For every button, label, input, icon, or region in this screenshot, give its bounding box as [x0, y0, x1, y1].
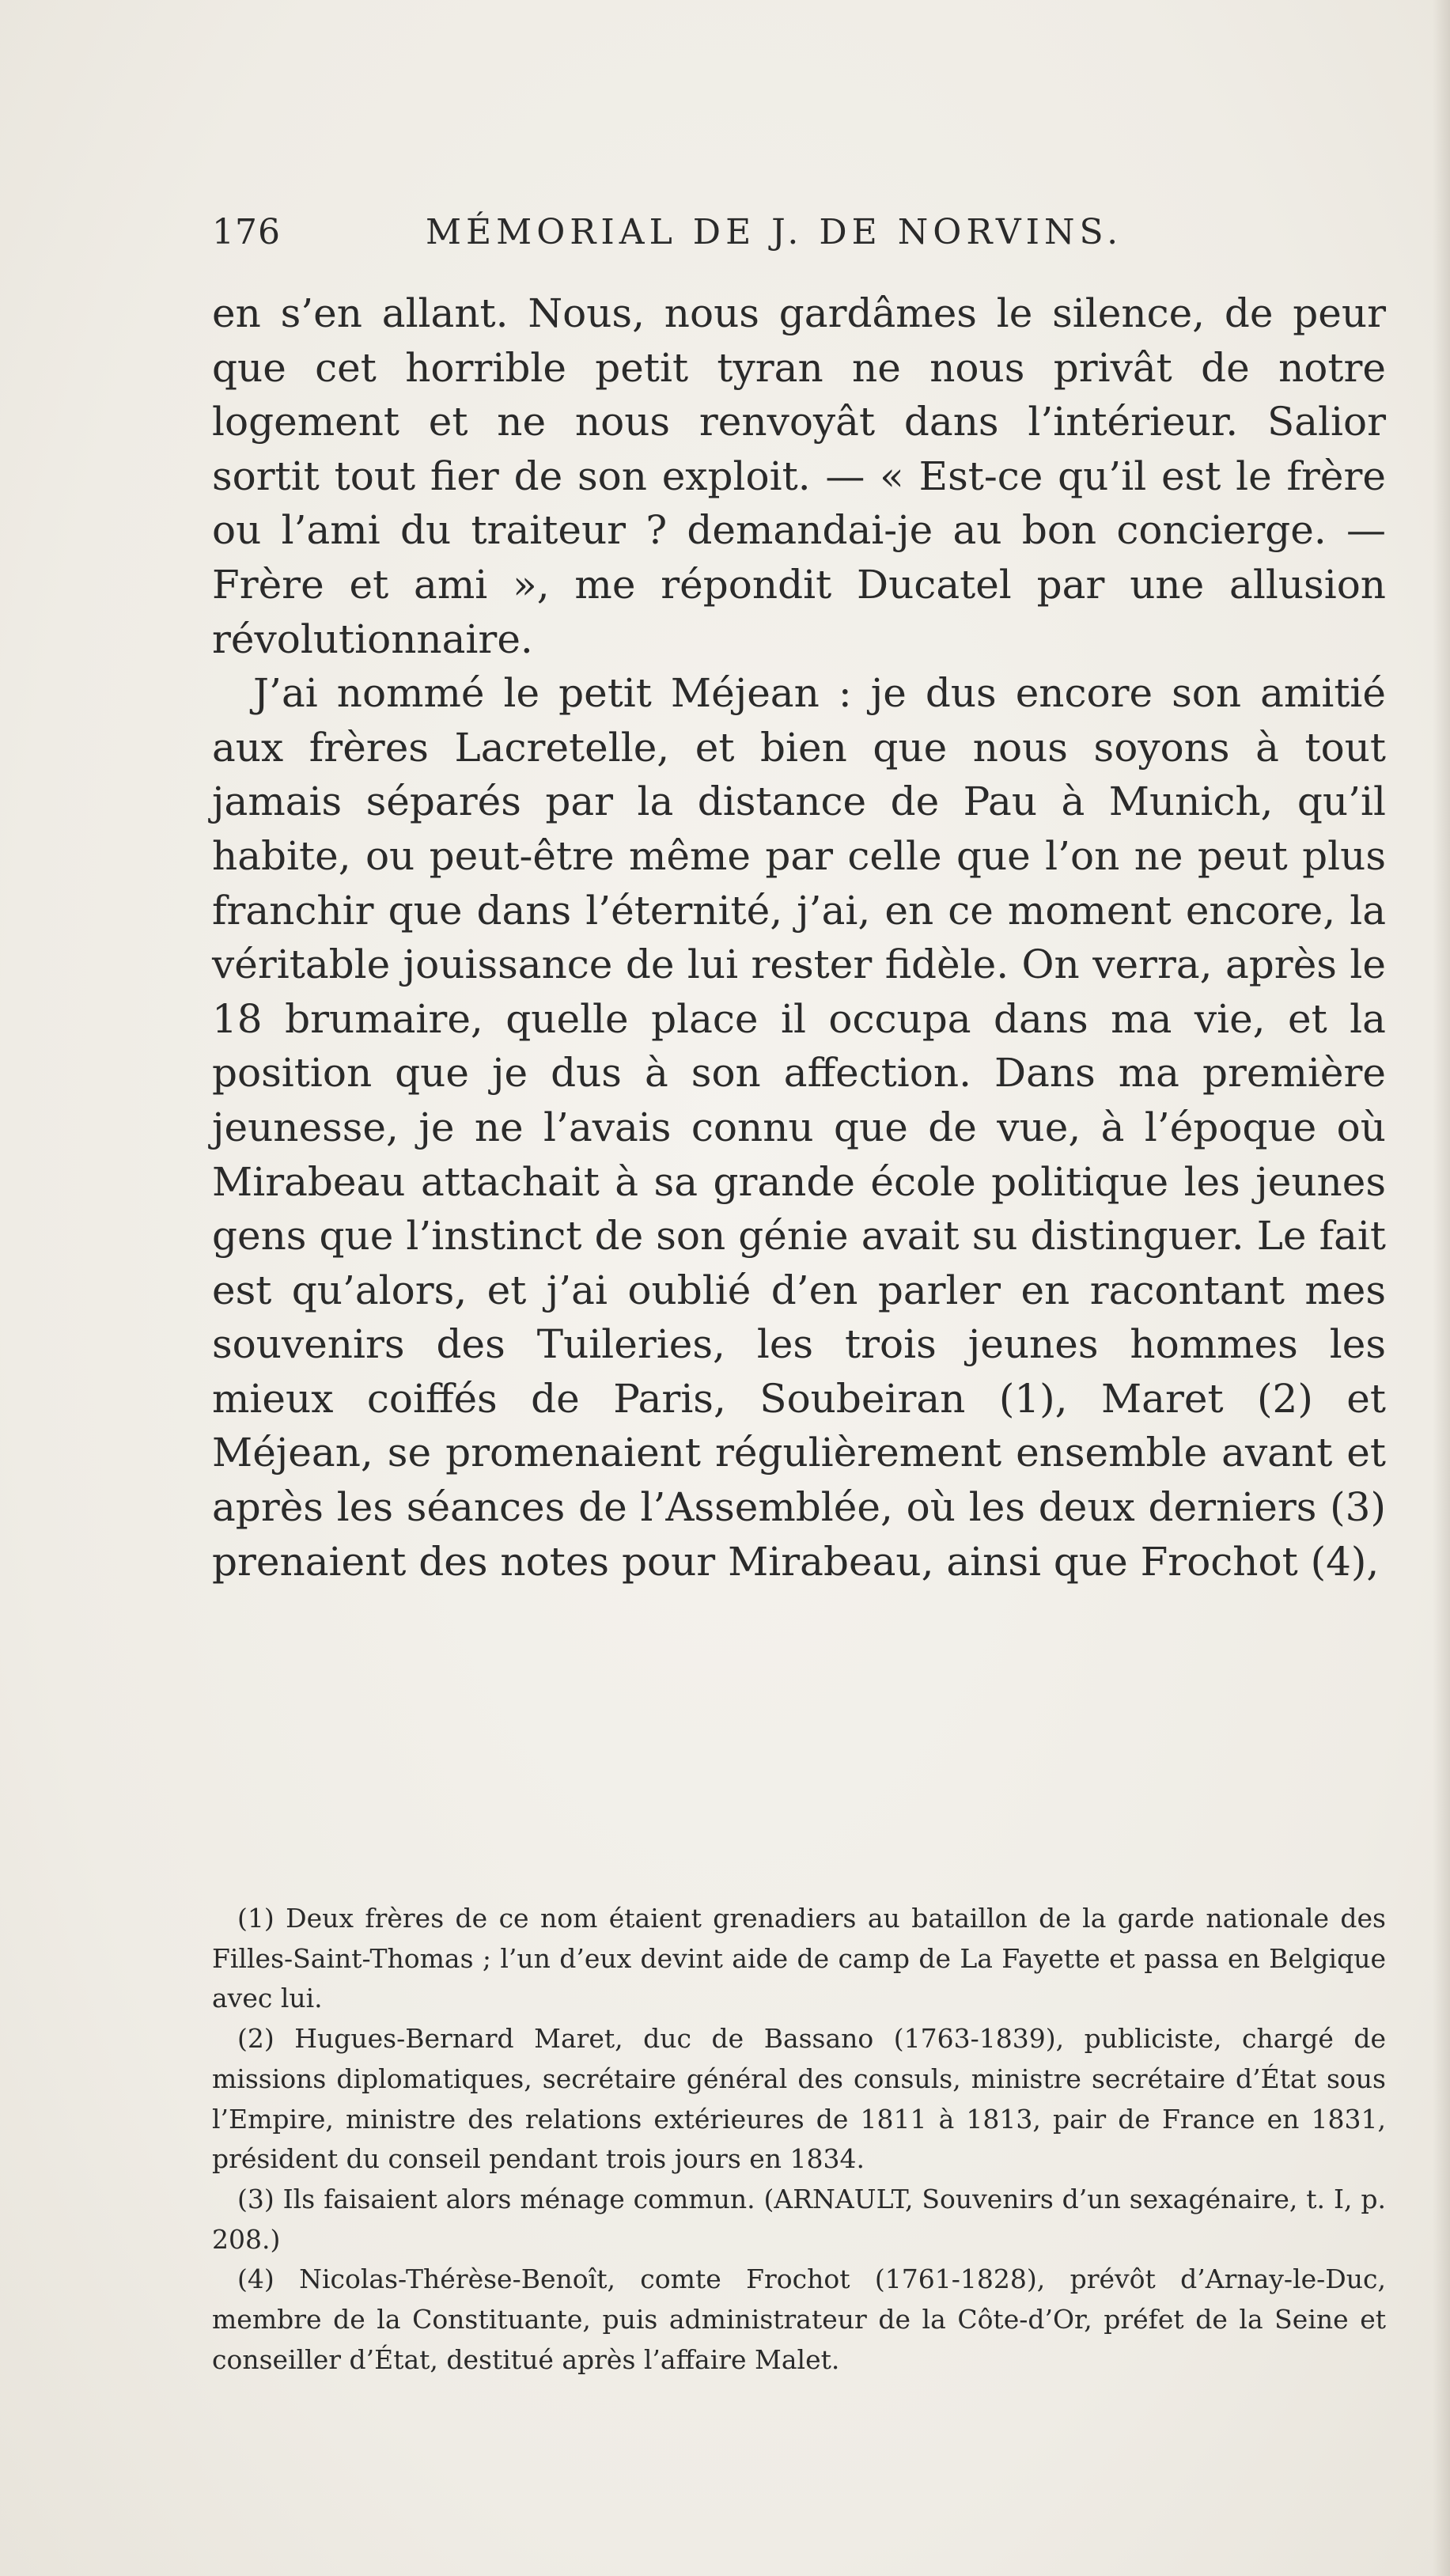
page-header: [212, 209, 1399, 264]
footnote-1: (1) Deux frères de ce nom étaient grenadiers au bataillon de la garde nationale des Filles-Saint-Thomas ; l’un d’eux devint aide de camp de La Fayette et passa en Belgique avec lui.: [212, 1903, 1386, 2014]
footnote-3: (3) Ils faisaient alors ménage commun. (ARNAULT, Souvenirs d’un sexagénaire, t. I, p. 208.): [212, 2183, 1386, 2255]
footnotes: [212, 1899, 1386, 2380]
paragraph: J’ai nommé le petit Méjean : je dus encore son amitié aux frères Lacretelle, et bien que nous soyons à tout jamais séparés par la distance de Pau à Munich, qu’il habite, ou peut-être même par celle que l’on ne peut plus franchir que dans l’éternité, j’ai, en ce moment encore, la véritable jouissance de lui rester fidèle. On verra, après le 18 brumaire, quelle place il occupa dans ma vie, et la position que je dus à son affection. Dans ma première jeunesse, je ne l’avais connu que de vue, à l’époque où Mirabeau attachait à sa grande école politique les jeunes gens que l’instinct de son génie avait su distinguer. Le fait est qu’alors, et j’ai oublié d’en parler en racontant mes souvenirs des Tuileries, les trois jeunes hommes les mieux coiffés de Paris, Soubeiran (1), Maret (2) et Méjean, se promenaient régulièrement ensemble avant et après les séances de l’Assemblée, où les deux derniers (3) prenaient des notes pour Mirabeau, ainsi que Frochot (4),: [212, 670, 1386, 1585]
main-text: [212, 286, 1386, 1589]
page-edge-shadow: [1433, 0, 1450, 2576]
footnote-4: (4) Nicolas-Thérèse-Benoît, comte Frochot (1761-1828), prévôt d’Arnay-le-Duc, membre de la Constituante, puis administrateur de la Côte-d’Or, préfet de la Seine et conseiller d’État, destitué après l’affaire Malet.: [212, 2263, 1386, 2375]
paragraph-continued: en s’en allant. Nous, nous gardâmes le silence, de peur que cet horrible petit tyran ne nous privât de notre logement et ne nous renvoyât dans l’intérieur. Salior sortit tout fier de son exploit. — « Est-ce qu’il est le frère ou l’ami du traiteur ? demandai-je au bon concierge. — Frère et ami », me répondit Ducatel par une allusion révolutionnaire.: [212, 290, 1386, 662]
page-number: 176: [212, 212, 281, 252]
running-head: MÉMORIAL DE J. DE NORVINS.: [426, 212, 1123, 252]
footnote-2: (2) Hugues-Bernard Maret, duc de Bassano (1763-1839), publiciste, chargé de missions diplomatiques, secrétaire général des consuls, ministre secrétaire d’État sous l’Empire, ministre des relations extérieures de 1811 à 1813, pair de France en 1831, président du conseil pendant trois jours en 1834.: [212, 2023, 1386, 2175]
